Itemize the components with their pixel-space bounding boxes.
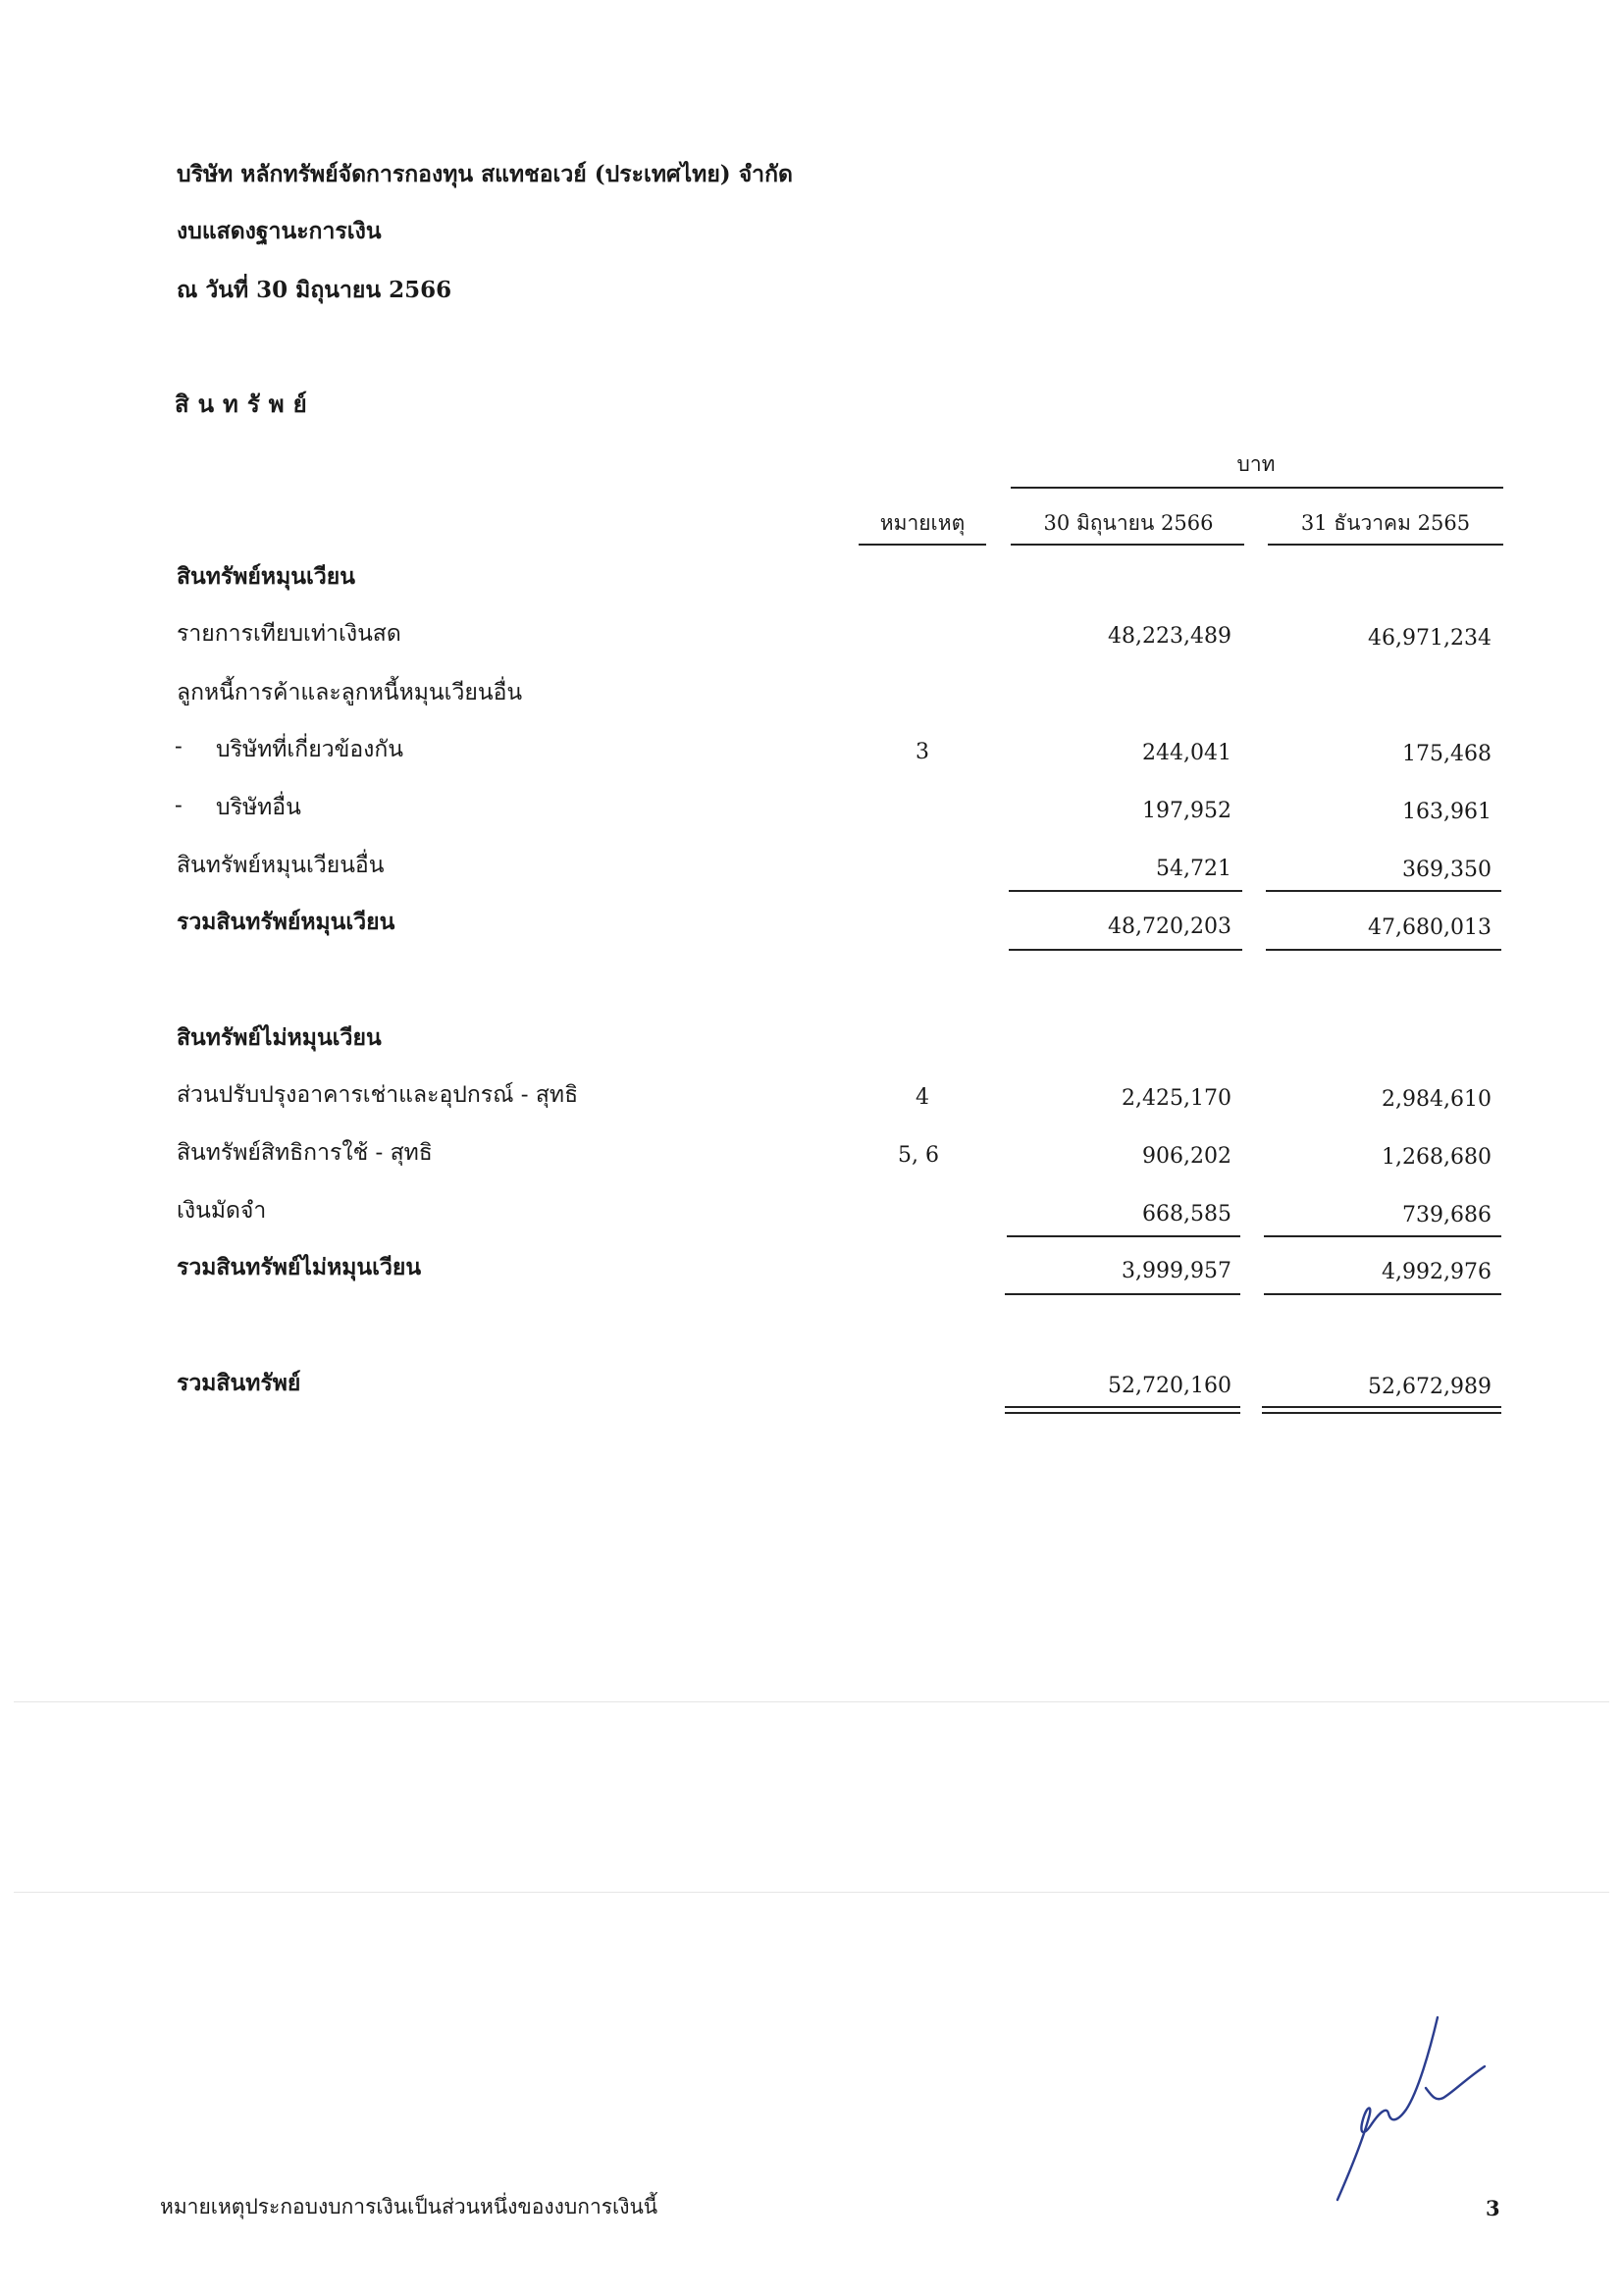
cash-current: 48,223,489 xyxy=(1108,624,1231,649)
current-header-underline xyxy=(1011,544,1244,546)
current-subtotal-line-current xyxy=(1009,890,1242,892)
other-current-current: 54,721 xyxy=(1156,857,1231,881)
noncurrent-subtotal-line-prior xyxy=(1264,1235,1501,1237)
note-column-header: หมายเหตุ xyxy=(879,511,966,535)
total-assets-prior: 52,672,989 xyxy=(1368,1375,1492,1399)
page-number: 3 xyxy=(1486,2196,1500,2220)
cash-prior: 46,971,234 xyxy=(1368,626,1492,651)
total-double-line-current-2 xyxy=(1005,1412,1240,1414)
current-total-line-prior xyxy=(1266,949,1501,951)
related-dash: - xyxy=(175,734,183,759)
others-dash: - xyxy=(175,793,183,818)
non-current-assets-heading: สินทรัพย์ไม่หมุนเวียน xyxy=(177,1024,382,1051)
total-double-line-prior-1 xyxy=(1262,1406,1501,1408)
others-prior: 163,961 xyxy=(1402,800,1492,824)
others-current: 197,952 xyxy=(1142,799,1231,823)
current-assets-total-prior: 47,680,013 xyxy=(1368,915,1492,940)
prior-period-header: 31 ธันวาคม 2565 xyxy=(1300,511,1471,535)
footer-note: หมายเหตุประกอบงบการเงินเป็นส่วนหนึ่งของงบการเงินนี้ xyxy=(160,2195,658,2218)
statement-title: งบแสดงฐานะการเงิน xyxy=(177,218,382,244)
current-subtotal-line-prior xyxy=(1266,890,1501,892)
scan-artifact-line xyxy=(14,1701,1609,1702)
deposits-prior: 739,686 xyxy=(1402,1203,1492,1227)
receivables-heading: ลูกหนี้การค้าและลูกหนี้หมุนเวียนอื่น xyxy=(177,680,523,705)
statement-date: ณ วันที่ 30 มิถุนายน 2566 xyxy=(177,277,452,303)
leasehold-note: 4 xyxy=(916,1085,929,1110)
current-total-line-current xyxy=(1009,949,1242,951)
leasehold-label: ส่วนปรับปรุงอาคารเช่าและอุปกรณ์ - สุทธิ xyxy=(177,1082,579,1108)
deposits-current: 668,585 xyxy=(1142,1202,1231,1226)
noncurrent-total-line-prior xyxy=(1264,1293,1501,1295)
related-prior: 175,468 xyxy=(1402,742,1492,766)
scan-artifact-line xyxy=(14,1892,1609,1893)
section-title: สินทรัพย์ xyxy=(175,390,316,418)
leasehold-prior: 2,984,610 xyxy=(1382,1087,1492,1112)
related-note: 3 xyxy=(916,740,929,764)
non-current-assets-total-label: รวมสินทรัพย์ไม่หมุนเวียน xyxy=(177,1254,422,1280)
deposits-label: เงินมัดจำ xyxy=(177,1198,267,1224)
others-label: บริษัทอื่น xyxy=(216,795,301,820)
note-header-underline xyxy=(859,544,986,546)
total-assets-label: รวมสินทรัพย์ xyxy=(177,1370,301,1396)
current-assets-total-label: รวมสินทรัพย์หมุนเวียน xyxy=(177,909,395,935)
total-double-line-current-1 xyxy=(1005,1406,1240,1408)
related-current: 244,041 xyxy=(1142,741,1231,765)
rou-note: 5, 6 xyxy=(898,1143,939,1168)
cash-label: รายการเทียบเท่าเงินสด xyxy=(177,621,401,647)
total-double-line-prior-2 xyxy=(1262,1412,1501,1414)
rou-prior: 1,268,680 xyxy=(1382,1145,1492,1170)
noncurrent-subtotal-line-current xyxy=(1007,1235,1240,1237)
current-assets-heading: สินทรัพย์หมุนเวียน xyxy=(177,563,355,590)
other-current-prior: 369,350 xyxy=(1402,858,1492,882)
rou-label: สินทรัพย์สิทธิการใช้ - สุทธิ xyxy=(177,1140,433,1166)
current-assets-total-current: 48,720,203 xyxy=(1108,914,1231,939)
non-current-assets-total-prior: 4,992,976 xyxy=(1382,1260,1492,1284)
non-current-assets-total-current: 3,999,957 xyxy=(1122,1259,1231,1283)
currency-label: บาท xyxy=(1236,452,1276,476)
leasehold-current: 2,425,170 xyxy=(1122,1086,1231,1111)
prior-header-underline xyxy=(1268,544,1503,546)
signature xyxy=(1330,2011,1496,2208)
related-label: บริษัทที่เกี่ยวข้องกัน xyxy=(216,737,404,762)
other-current-label: สินทรัพย์หมุนเวียนอื่น xyxy=(177,853,385,878)
current-period-header: 30 มิถุนายน 2566 xyxy=(1043,511,1214,535)
total-assets-current: 52,720,160 xyxy=(1108,1374,1231,1398)
noncurrent-total-line-current xyxy=(1005,1293,1240,1295)
currency-underline xyxy=(1011,487,1503,489)
company-name: บริษัท หลักทรัพย์จัดการกองทุน สแทชอเวย์ (ประเทศไทย) จำกัด xyxy=(177,161,793,187)
rou-current: 906,202 xyxy=(1142,1144,1231,1169)
